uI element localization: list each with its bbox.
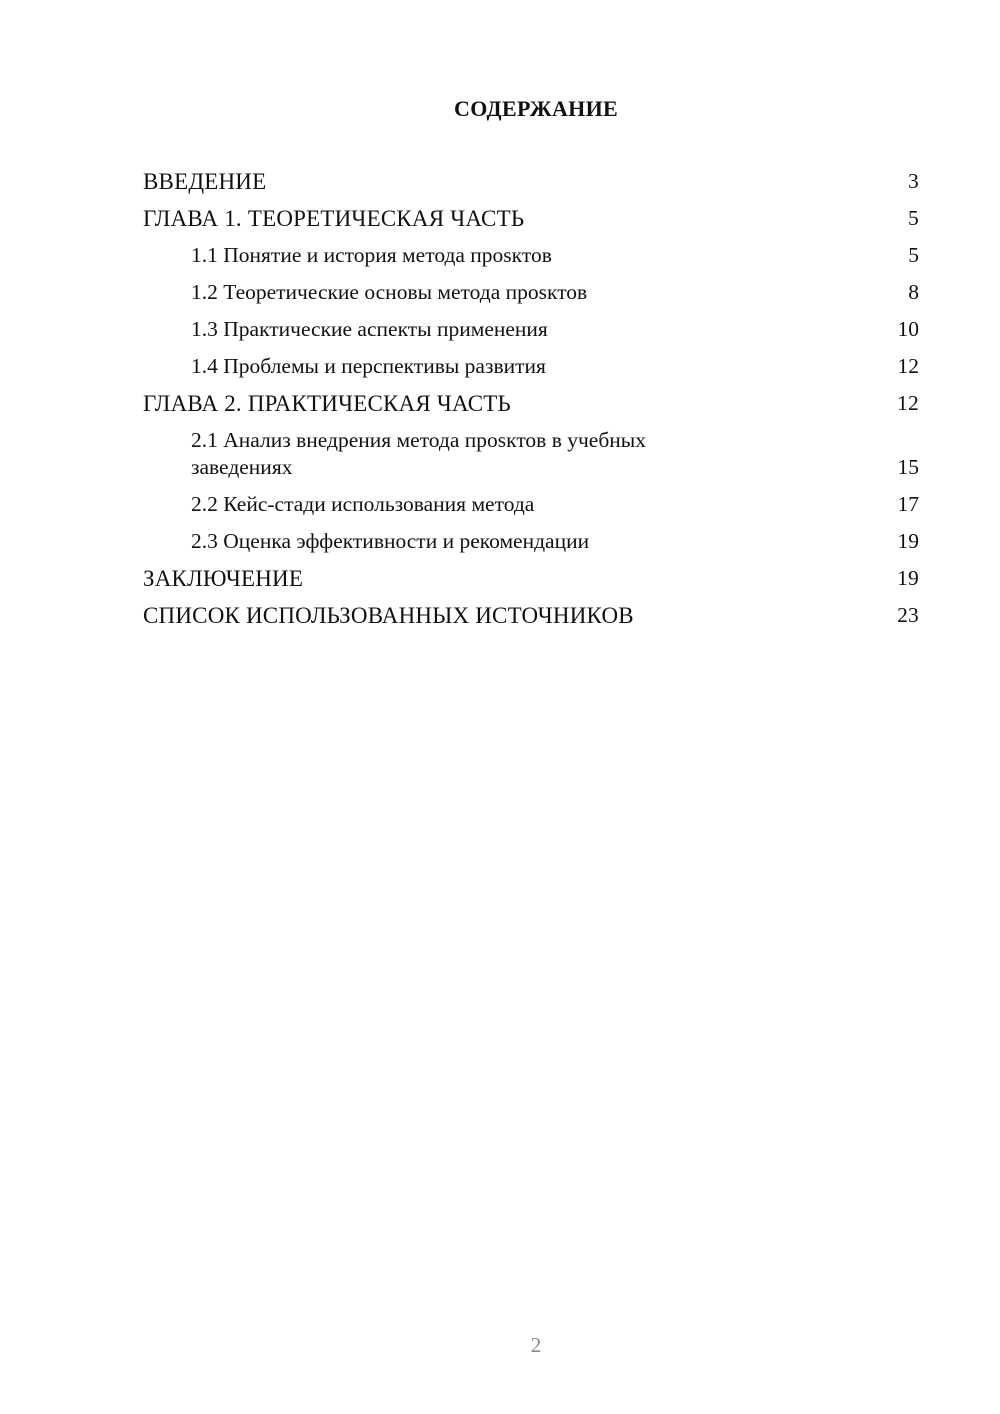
page-number: 2 [530, 1333, 542, 1357]
toc-entry-text: 1.3 Практические аспекты применения [191, 317, 548, 341]
toc-entry-page: 15 [897, 455, 919, 479]
toc-entry-page: 3 [908, 169, 919, 193]
toc-entry-section-2-3[interactable] [143, 528, 919, 555]
toc-title: СОДЕРЖАНИЕ [454, 96, 618, 121]
toc-entry-section-1-1[interactable] [143, 242, 919, 269]
toc-entry-section-2-2[interactable] [143, 491, 919, 518]
toc-entry-page: 5 [908, 206, 919, 230]
toc-entry-page: 19 [897, 566, 919, 590]
toc-entry-text: ЗАКЛЮЧЕНИЕ [143, 566, 304, 591]
toc-entry-text: ГЛАВА 2. ПРАКТИЧЕСКАЯ ЧАСТЬ [143, 391, 511, 416]
toc-entry-text: 2.1 Анализ внедрения метода проsктов в учебных заведениях [191, 428, 646, 479]
toc-entry-text: СПИСОК ИСПОЛЬЗОВАННЫХ ИСТОЧНИКОВ [143, 603, 634, 628]
table-of-contents [143, 168, 919, 639]
toc-entry-conclusion[interactable] [143, 565, 919, 592]
toc-entry-page: 12 [897, 391, 919, 415]
toc-entry-page: 12 [897, 354, 919, 378]
toc-entry-text: 2.2 Кейс-стади использования метода [191, 492, 535, 516]
toc-entry-text: 2.3 Оценка эффективности и рекомендации [191, 529, 590, 553]
toc-entry-text: ГЛАВА 1. ТЕОРЕТИЧЕСКАЯ ЧАСТЬ [143, 206, 525, 231]
toc-entry-section-2-1[interactable] [143, 427, 919, 481]
toc-entry-text: 1.1 Понятие и история метода проsктов [191, 243, 552, 267]
toc-entry-text: 1.4 Проблемы и перспективы развития [191, 354, 546, 378]
toc-entry-section-1-3[interactable] [143, 316, 919, 343]
toc-entry-chapter-1[interactable] [143, 205, 919, 232]
toc-entry-page: 17 [897, 492, 919, 516]
toc-entry-page: 23 [897, 603, 919, 627]
toc-entry-text: ВВЕДЕНИЕ [143, 169, 267, 194]
toc-entry-page: 5 [908, 243, 919, 267]
toc-entry-text: 1.2 Теоретические основы метода проsктов [191, 280, 588, 304]
toc-entry-page: 19 [897, 529, 919, 553]
toc-entry-page: 8 [908, 280, 919, 304]
toc-entry-bibliography[interactable] [143, 602, 919, 629]
toc-entry-introduction[interactable] [143, 168, 919, 195]
toc-entry-page: 10 [897, 317, 919, 341]
toc-entry-section-1-2[interactable] [143, 279, 919, 306]
toc-entry-section-1-4[interactable] [143, 353, 919, 380]
toc-entry-chapter-2[interactable] [143, 390, 919, 417]
